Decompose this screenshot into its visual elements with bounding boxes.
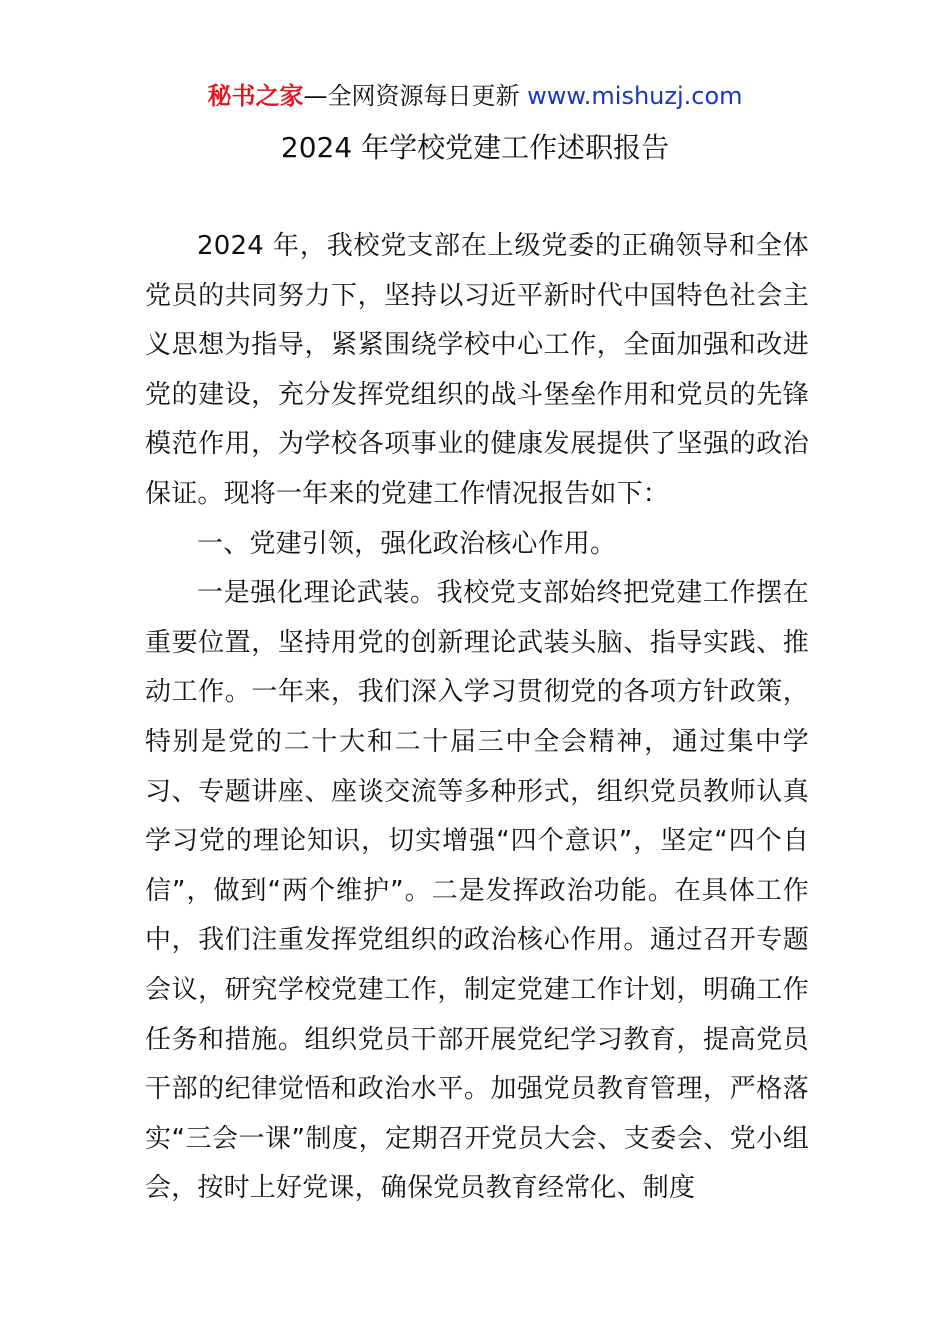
document-body xyxy=(145,222,809,1214)
site-header xyxy=(0,80,950,112)
paragraph-intro: 2024 年，我校党支部在上级党委的正确领导和全体党员的共同努力下，坚持以习近平新时代中国特色社会主义思想为指导，紧紧围绕学校中心工作，全面加强和改进党的建设，充分发挥党组织的战斗堡垒作用和党员的先锋模范作用，为学校各项事业的健康发展提供了坚强的政治保证。现将一年来的党建工作情况报告如下： xyxy=(145,231,809,509)
document-title: 2024 年学校党建工作述职报告 xyxy=(280,131,670,164)
site-tagline: —全网资源每日更新 xyxy=(303,82,528,110)
site-url-link[interactable]: www.mishuzj.com xyxy=(527,82,743,110)
paragraph-section-heading: 一、党建引领，强化政治核心作用。 xyxy=(197,528,617,559)
site-brand: 秘书之家 xyxy=(207,82,304,110)
paragraph-content: 一是强化理论武装。我校党支部始终把党建工作摆在重要位置，坚持用党的创新理论武装头脑、指导实践、推动工作。一年来，我们深入学习贯彻党的各项方针政策，特别是党的二十大和二十届三中全会精神，通过集中学习、专题讲座、座谈交流等多种形式，组织党员教师认真学习党的理论知识，切实增强“四个意识”，坚定“四个自信”，做到“两个维护”。二是发挥政治功能。在具体工作中，我们注重发挥党组织的政治核心作用。通过召开专题会议，研究学校党建工作，制定党建工作计划，明确工作任务和措施。组织党员干部开展党纪学习教育，提高党员干部的纪律觉悟和政治水平。加强党员教育管理，严格落实“三会一课”制度，定期召开党员大会、支委会、党小组会，按时上好党课，确保党员教育经常化、制度 xyxy=(145,578,809,1204)
